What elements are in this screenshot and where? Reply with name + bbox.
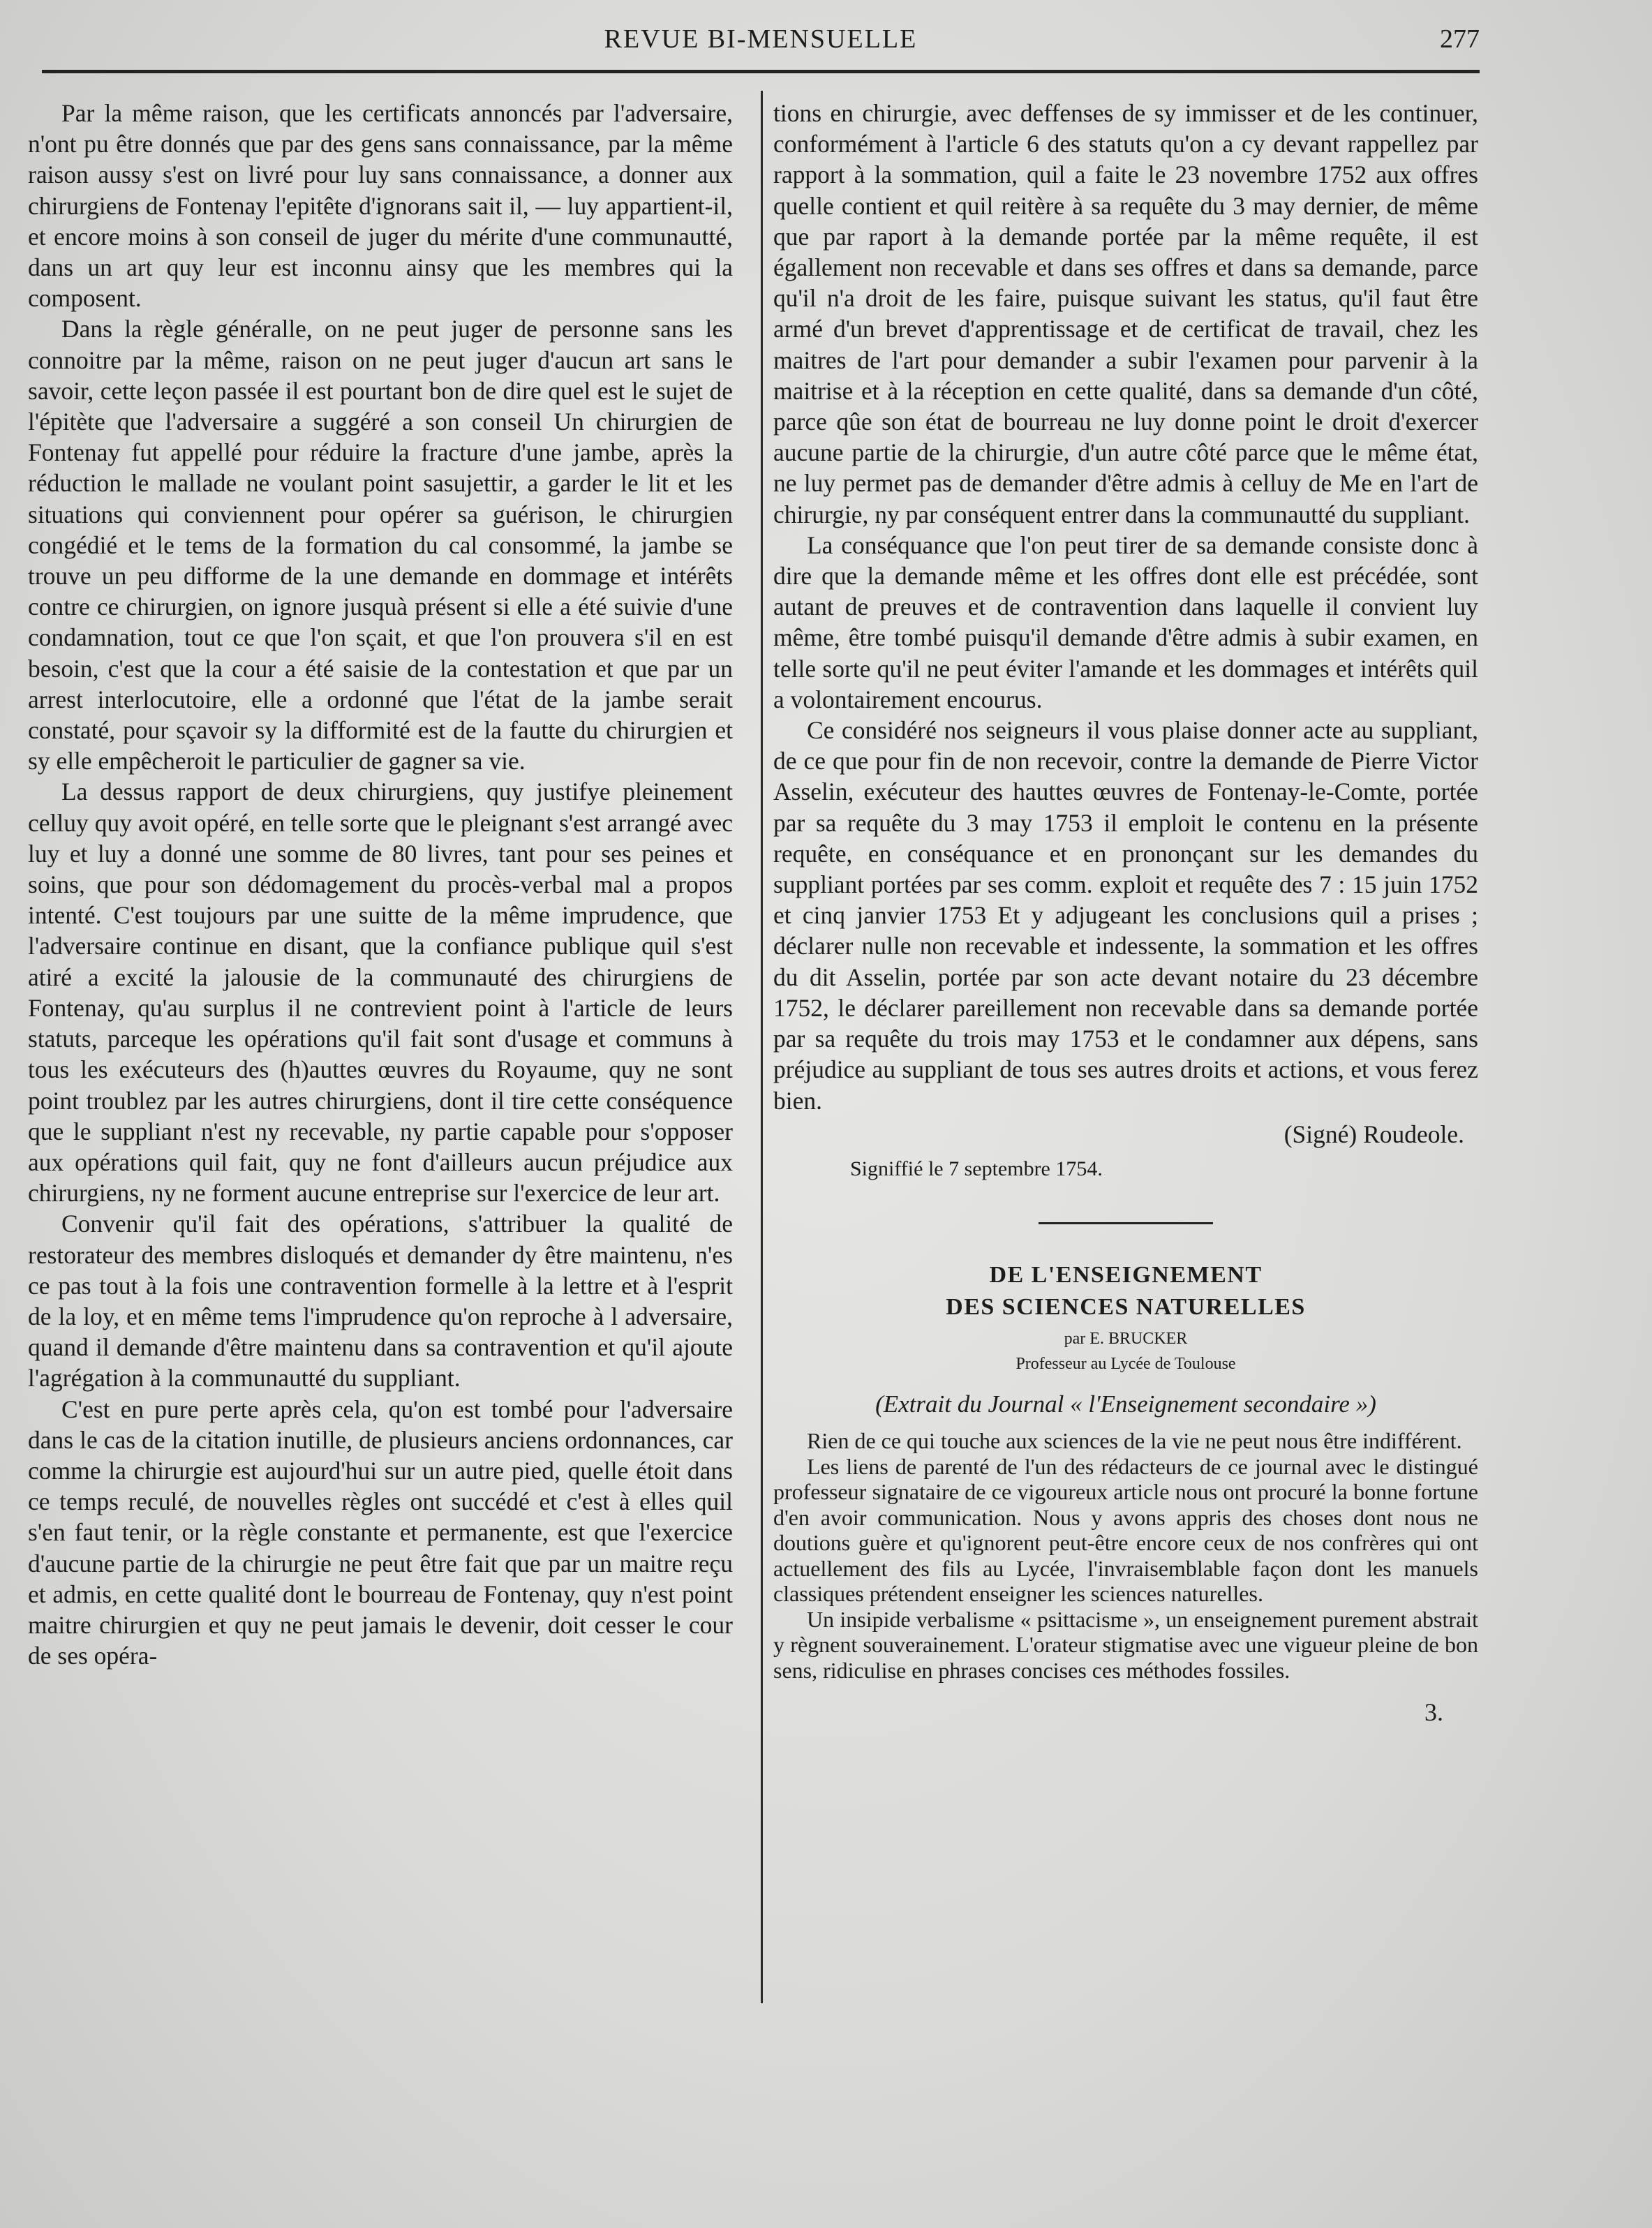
article-title-line-2: DES SCIENCES NATURELLES <box>946 1294 1306 1321</box>
article-author: par E. BRUCKER <box>1064 1330 1188 1349</box>
left-column <box>28 98 733 1671</box>
article-extract-note: (Extrait du Journal « l'Enseignement secondaire ») <box>875 1390 1376 1418</box>
left-paragraph-1: Par la même raison, que les certificats annoncés par l'adversaire, n'ont pu être donnés que par des gens sans connaissance, par la même raison aussy s'est on livré pour luy sans connaissance, a donner aux chirurgiens de Fontenay l'epitête d'ignorans sait il, — luy appartient-il, et encore moins à son conseil de juger du mérite d'une communautté, dans un art quy leur est inconnu ainsy que les membres qui la composent. <box>28 99 733 313</box>
signature: (Signé) Roudeole. <box>1283 1120 1464 1148</box>
right-paragraph-2: Ce considéré nos seigneurs il vous plaise donner acte au suppliant, de ce que pour fin de non recevoir, contre la demande de Pierre Victor Asselin, exécuteur des hauttes œuvres de Fontenay-le-Comte, portée par sa requête du 3 may 1753 il emploit le contenu en la présente requête, en conséquance et en prononçant sur les demandes du suppliant portées par ses comm. exploit et requête des 7 : 15 juin 1752 et cinq janvier 1753 Et y adjugeant les conclusions quil a prises ; déclarer nulle non recevable et indessente, la sommation et les offres du dit Asselin, portée par son acte devant notaire du 23 décembre 1752, le déclarer pareillement non recevable dans sa demande portée par sa requête du trois may 1753 et le condamner aux dépens, sans préjudice au suppliant de tous ses autres droits et actions, et vous ferez bien. <box>773 716 1478 1115</box>
left-paragraph-5: C'est en pure perte après cela, qu'on est tombé pour l'adversaire dans le cas de la citation inutille, de plusieurs anciens ordonnances, car comme la chirurgie est aujourd'hui sur un autre pied, quelle étoit dans ce temps reculé, de nouvelles règles ont succédé et c'est à elles quil s'en faut tenir, or la règle constante et permanente, est que l'exercice d'aucune partie de la chirurgie ne peut être fait que par un maitre reçu et admis, en cette qualité dont le bourreau de Fontenay, quy n'est point maitre chirurgien et quy ne peut jamais le devenir, doit cesser le cour de ses opéra- <box>28 1395 733 1670</box>
running-title: REVUE BI-MENSUELLE <box>604 24 918 54</box>
article-title-line-1: DE L'ENSEIGNEMENT <box>989 1262 1263 1288</box>
left-paragraph-2: Dans la règle généralle, on ne peut juger de personne sans les connoitre par la même, raison on ne peut juger d'aucun art sans le savoir, cette leçon passée il est pourtant bon de dire quel est le sujet de l'épitète que l'adversaire a suggéré a son conseil Un chirurgien de Fontenay fut appellé pour réduire la fracture d'une jambe, après la réduction le mallade ne voulant point sasujettir, a garder le lit et les situations qui conviennent pour opérer sa guérison, le chirurgien congédié et le tems de la formation du cal consommé, la jambe se trouve un peu difforme de la une demande en dommage et intérêts contre ce chirurgien, on ignore jusquà présent si elle a été suivie d'une condamnation, tout ce que l'on sçait, et que l'on prouvera s'il en est besoin, c'est que la cour a été saisie de la contestation et que par un arrest interlocutoire, elle a ordonné que l'état de la jambe serait constaté, pour sçavoir sy la difformité est de la fautte du chirurgien et sy elle empêcheroit le particulier de gagner sa vie. <box>28 315 733 775</box>
article-author-role: Professeur au Lycée de Toulouse <box>1015 1355 1236 1374</box>
section-divider <box>1039 1222 1213 1224</box>
sheet-signature: 3. <box>1424 1698 1443 1727</box>
right-column <box>773 98 1478 1728</box>
article-paragraph-3: Un insipide verbalisme « psittacisme », un enseignement purement abstrait y règnent souverainement. L'orateur stigmatise avec une vigueur pleine de bon sens, ridiculise en phrases concises ces méthodes fossiles. <box>773 1606 1478 1683</box>
right-paragraph-1: La conséquance que l'on peut tirer de sa demande consiste donc à dire que la demande même et les offres dont elle est précédée, sont autant de preuves et de contravention dans laquelle il convient luy même, être tombé puisqu'il demande d'être admis à subir examen, en telle sorte qu'il ne peut éviter l'amande et les dommages et intérêts quil a volontairement encourus. <box>773 530 1478 713</box>
header-rule <box>42 70 1480 73</box>
left-paragraph-3: La dessus rapport de deux chirurgiens, quy justifye pleinement celluy quy avoit opéré, en telle sorte que le pleignant s'est arrangé avec luy et luy a donné une somme de 80 livres, tant pour ses peines et soins, que pour son dédomagement du procès-verbal mal a propos intenté. C'est toujours par une suitte de la même imprudence, que l'adversaire continue en disant, que la confiance publique quil s'est atiré a excité la jalousie de la communauté des chirurgiens de Fontenay, qu'au surplus il ne contrevient point à l'article de leurs statuts, parceque les opérations qu'il fait sont d'usage et communs à tous les exécuteurs des (h)auttes œuvres du Royaume, quy ne sont point troublez par les autres chirurgiens, dont il tire cette conséquence que le suppliant n'est ny recevable, ny partie capable pour s'opposer aux opérations quil fait, quy ne font d'ailleurs aucun préjudice aux chirurgiens, ny ne forment aucune entreprise sur l'exercice de leur art. <box>28 778 733 1208</box>
article-paragraph-1: Rien de ce qui touche aux sciences de la vie ne peut nous être indifférent. <box>807 1428 1462 1454</box>
left-paragraph-4: Convenir qu'il fait des opérations, s'attribuer la qualité de restorateur des membres disloqués et demander dy être maintenu, n'es ce pas tout à la fois une contravention formelle à la lettre et à l'esprit de la loy, et en même tems l'imprudence qu'on reproche à l adversaire, quand il demande d'être maintenu dans sa contravention et qu'il ajoute l'agrégation à la communautté du suppliant. <box>28 1210 733 1392</box>
running-head <box>42 20 1480 61</box>
signified-date: Signiffié le 7 septembre 1754. <box>850 1157 1103 1180</box>
page-number: 277 <box>1440 24 1480 54</box>
right-continuation: tions en chirurgie, avec deffenses de sy immisser et de les continuer, conformément à l'article 6 des statuts qu'on a cy devant rappellez par rapport à la sommation, quil a faite le 23 novembre 1752 aux offres quelle contient et quil reitère à sa requête du 3 may dernier, de même que par raport à la demande portée par la même requête, il est égallement non recevable et dans ses offres et dans sa demande, parce qu'il n'a droit de les faire, puisque suivant les status, qu'il faut être armé d'un brevet d'apprentissage et de certificat de travail, chez les maitres de l'art pour demander a subir l'examen pour parvenir à la maitrise et à la réception en cette qualité, dans sa demande d'un côté, parce qûe son état de bourreau ne luy donne point le droit d'exercer aucune partie de la chirurgie, d'un autre côté parce que le même état, ne luy permet pas de demander d'être admis à celluy de Me en l'art de chirurgie, ny par conséquent entrer dans la communautté du suppliant. <box>773 99 1478 528</box>
article-body <box>773 1428 1478 1683</box>
column-rule <box>761 91 763 2003</box>
article-paragraph-2: Les liens de parenté de l'un des rédacteurs de ce journal avec le distingué professeur signataire de ce vigoureux article nous ont procuré la bonne fortune d'en avoir communication. Nous y avons appris des choses dont nous ne doutions guère et qu'ignorent peut-être encore ceux de nos confrères qui ont actuellement des fils au Lycée, l'invraisemblable façon dont les manuels classiques prétendent enseigner les sciences naturelles. <box>773 1453 1478 1607</box>
